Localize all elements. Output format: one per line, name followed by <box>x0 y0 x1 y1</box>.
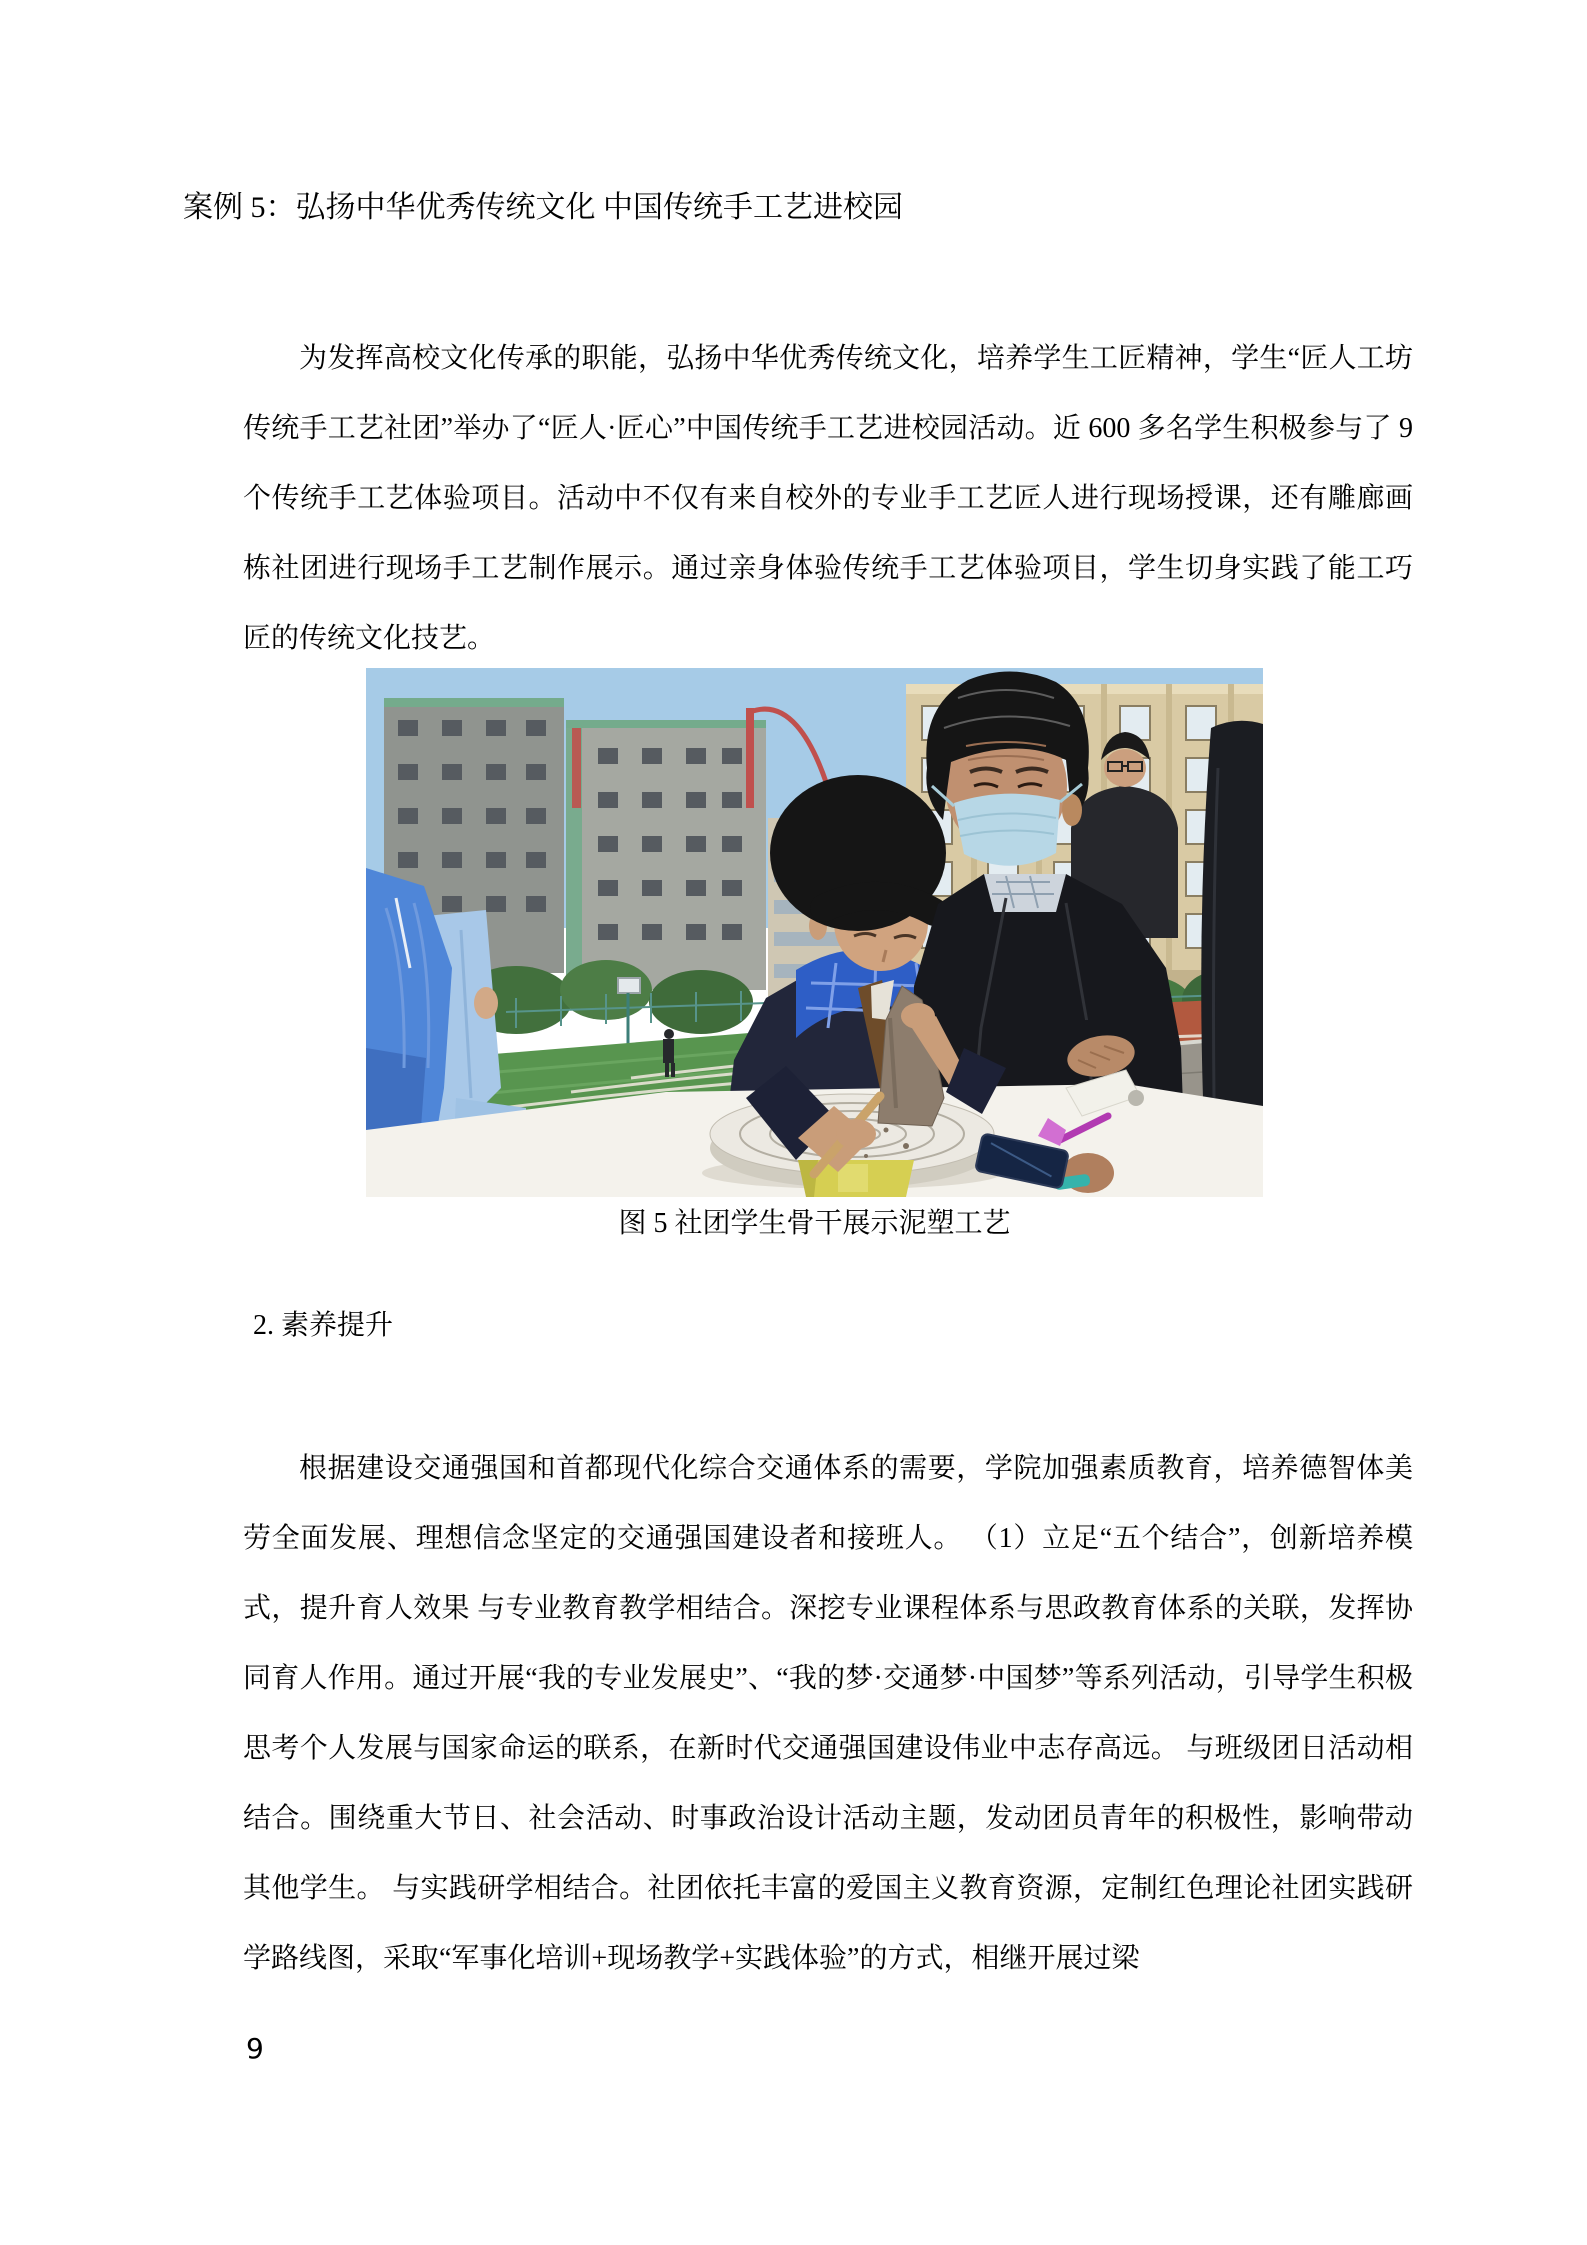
figure-photo <box>366 668 1263 1197</box>
case-title: 案例 5：弘扬中华优秀传统文化 中国传统手工艺进校园 <box>183 191 903 224</box>
bystander-right <box>1201 721 1263 1128</box>
section-heading: 2. 素养提升 <box>253 1310 394 1341</box>
campus-clay-sculpture-photo <box>366 668 1263 1197</box>
page-number: 9 <box>246 2032 264 2065</box>
paragraph-activity: 为发挥高校文化传承的职能，弘扬中华优秀传统文化，培养学生工匠精神，学生“匠人工坊传统手工艺社团”举办了“匠人·匠心”中国传统手工艺进校园活动。近 600 多名学生积极参与了 9 个传统手工艺体验项目。活动中不仅有来自校外的专业手工艺匠人进行现场授课，还有雕廊画栋社团进行现场手工艺制作展示。通过亲身体验传统手工艺体验项目，学生切身实践了能工巧匠的传统文化技艺。 <box>243 343 1413 654</box>
figure-caption: 图 5 社团学生骨干展示泥塑工艺 <box>618 1208 1011 1239</box>
paragraph-quality: 根据建设交通强国和首都现代化综合交通体系的需要，学院加强素质教育，培养德智体美劳全面发展、理想信念坚定的交通强国建设者和接班人。 （1）立足“五个结合”，创新培养模式，提升育人效果 与专业教育教学相结合。深挖专业课程体系与思政教育体系的关联，发挥协同育人作用。通过开展“我的专业发展史”、“我的梦·交通梦·中国梦”等系列活动，引导学生积极思考个人发展与国家命运的联系，在新时代交通强国建设伟业中志存高远。 与班级团日活动相结合。围绕重大节日、社会活动、时事政治设计活动主题，发动团员青年的积极性，影响带动其他学生。 与实践研学相结合。社团依托丰富的爱国主义教育资源，定制红色理论社团实践研学路线图，采取“军事化培训+现场教学+实践体验”的方式，相继开展过梁 <box>243 1453 1413 1974</box>
